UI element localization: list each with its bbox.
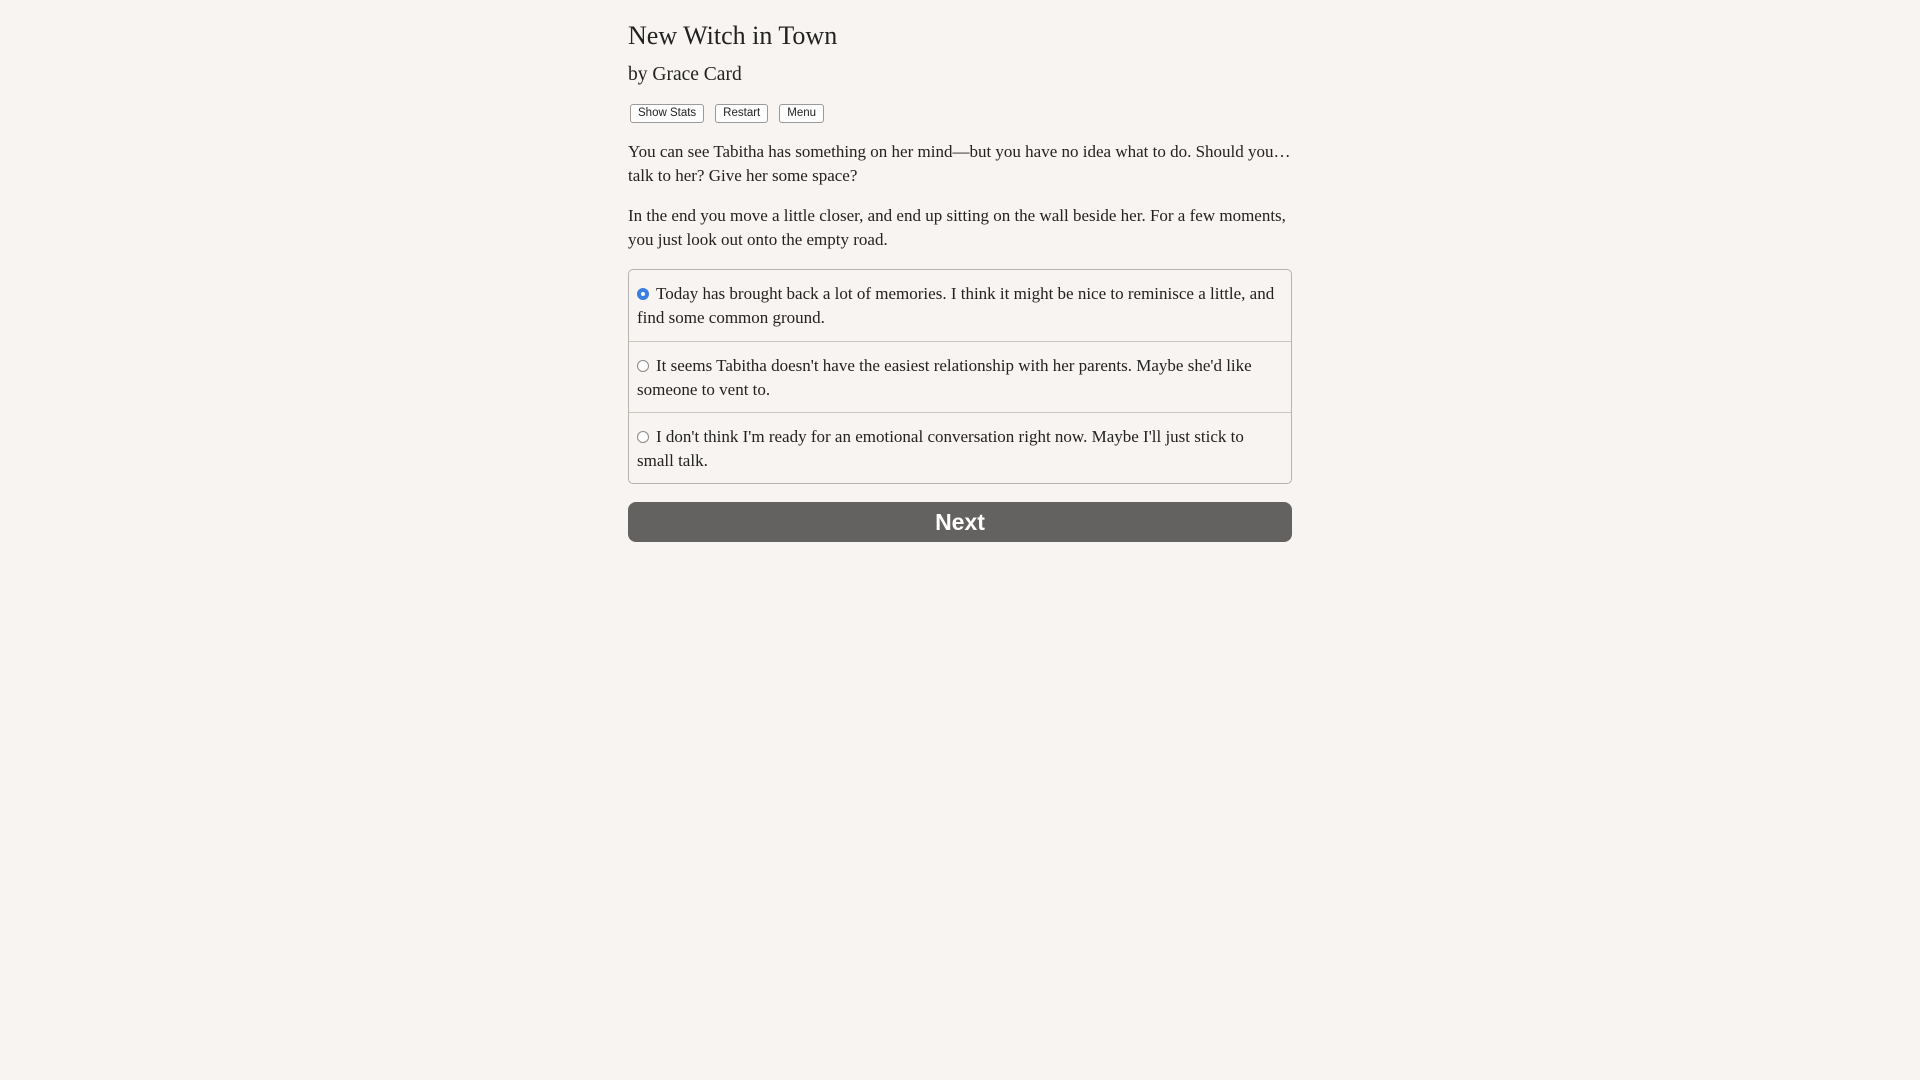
show-stats-button[interactable]: Show Stats: [630, 104, 704, 123]
next-button[interactable]: Next: [628, 502, 1292, 542]
restart-button[interactable]: Restart: [715, 104, 768, 123]
choice-option-2[interactable]: [629, 341, 1291, 412]
menu-button[interactable]: Menu: [779, 104, 824, 123]
radio-unselected-icon[interactable]: [637, 360, 649, 372]
choice-label: It seems Tabitha doesn't have the easiest relationship with her parents. Maybe she'd like someone to vent to.: [637, 356, 1252, 399]
radio-unselected-icon[interactable]: [637, 431, 649, 443]
story-paragraph: You can see Tabitha has something on her mind—but you have no idea what to do. Should you…talk to her? Give her some space?: [628, 142, 1291, 185]
choice-list: [628, 269, 1292, 484]
toolbar: [630, 104, 824, 123]
choice-label: I don't think I'm ready for an emotional conversation right now. Maybe I'll just stick to small talk.: [637, 427, 1244, 470]
choice-option-3[interactable]: [629, 412, 1291, 483]
choice-option-1[interactable]: [629, 270, 1291, 341]
story-text: [628, 140, 1292, 268]
story-paragraph: In the end you move a little closer, and end up sitting on the wall beside her. For a few moments, you just look out onto the empty road.: [628, 206, 1286, 249]
game-title: New Witch in Town: [628, 21, 838, 50]
radio-selected-icon[interactable]: [637, 288, 649, 300]
choice-label: Today has brought back a lot of memories. I think it might be nice to reminisce a little, and find some common ground.: [637, 284, 1275, 327]
game-author: by Grace Card: [628, 64, 742, 85]
